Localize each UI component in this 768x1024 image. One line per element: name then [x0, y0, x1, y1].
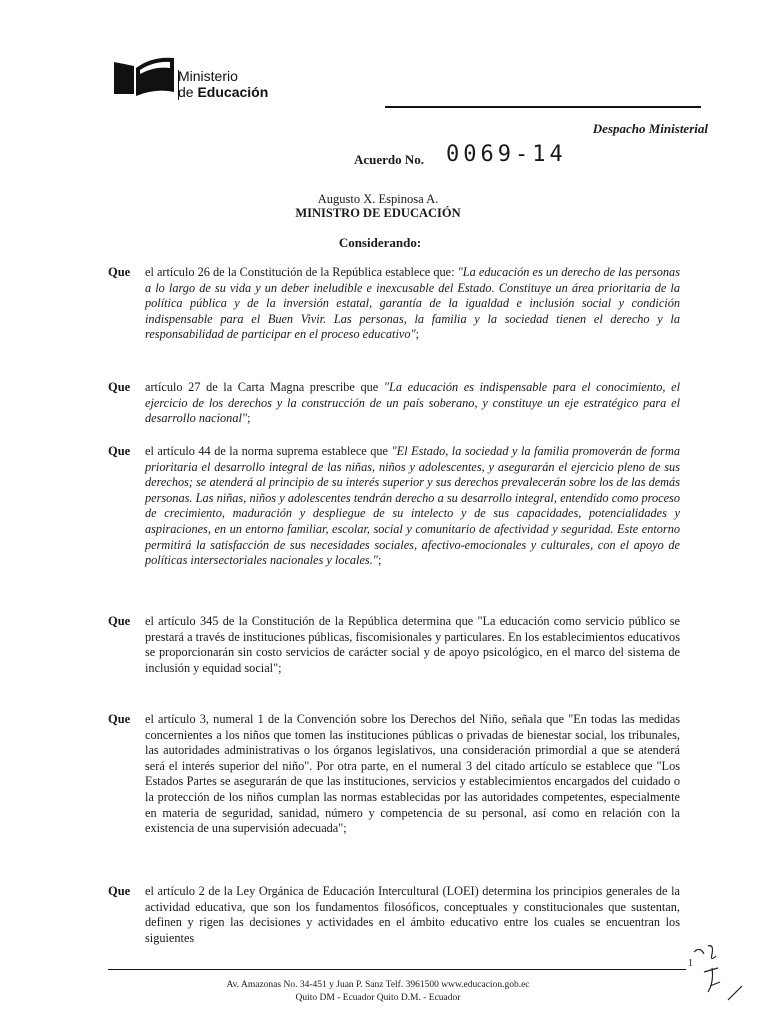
clause-keyword: Que — [108, 265, 131, 279]
clause-quote: "El Estado, la sociedad y la familia promoverán de forma prioritaria el desarrollo integral de las niñas, niños y adolescentes, y asegurarán el ejercicio pleno de sus derechos; se atenderá al principio de su interés superior y sus derechos prevalecerán sobre los de las demás personas. Las niñas, niños y adolescentes tendrán derecho a su desarrollo integral, entendido como proceso de crecimiento, maduración y despliegue de su intelecto y de sus capacidades, potencialidades y aspiraciones, en un entorno familiar, escolar, social y comunitario de afectividad y seguridad. Este entorno permitirá la satisfacción de sus necesidades sociales, afectivo-emocionales y culturales, con el apoyo de políticas intersectoriales nacionales y locales." — [145, 444, 681, 568]
minister-title: MINISTRO DE EDUCACIÓN — [295, 206, 461, 220]
clause-keyword: Que — [108, 884, 131, 898]
section-title: Considerando: — [338, 235, 422, 250]
logo-line-educacion — [178, 84, 268, 100]
clause-lead: el artículo 3, numeral 1 de la Convención sobre los Derechos del Niño, señala que "En todas las medidas concernientes a los niños que tomen las instituciones públicas o privadas de bienestar social, los tribunales, las autoridades administrativas o los órganos legislativos, una consideración primordial a que se atenderá será el interés superior del niño". Por otra parte, en el numeral 3 del citado artículo se establece que "Los Estados Partes se asegurarán de que las instituciones, servicios y establecimientos encargados del cuidado o la protección de los niños cumplan las normas establecidas por las autoridades competentes, especialmente en materia de seguridad, sanidad, número y competencia de su personal, así como en relación con la existencia de una supervisión adecuada"; — [145, 712, 680, 836]
clause-quote: "La educación es un derecho de las personas a lo largo de su vida y un deber ineludible e inexcusable del Estado. Constituye un área prioritaria de la política pública y de la inversión estatal, garantía de la igualdad e inclusión social y condición indispensable para el Buen Vivir. Las personas, la familia y la sociedad tienen el derecho y la responsabilidad de participar en el proceso educativo" — [145, 265, 680, 342]
clause-body — [145, 265, 680, 343]
agreement-number: 0069-14 — [446, 142, 567, 167]
clause-body — [145, 614, 680, 676]
clause-keyword: Que — [108, 614, 131, 628]
clause-body — [145, 444, 680, 569]
book-logo-icon — [112, 54, 176, 98]
page-number: 1 — [688, 958, 693, 969]
clause-lead: el artículo 26 de la Constitución de la República establece que: — [145, 265, 458, 279]
clause-body — [145, 712, 680, 837]
clause-1 — [108, 265, 680, 343]
clause-keyword: Que — [108, 444, 131, 458]
clause-lead: el artículo 345 de la Constitución de la República determina que "La educación como servicio público se prestará a través de instituciones públicas, fiscomisionales y particulares. En los establecimientos educativos se proporcionarán sin costo servicios de carácter social y de apoyo psicológico, en el marco del sistema de inclusión y equidad social"; — [145, 614, 680, 675]
footer-city: Quito DM - Ecuador Quito D.M. - Ecuador — [295, 993, 461, 1003]
clause-2 — [108, 380, 680, 427]
clause-3 — [108, 444, 680, 569]
clause-keyword: Que — [108, 712, 131, 726]
logo-prefix: de — [178, 84, 198, 100]
logo-bold: Educación — [197, 84, 269, 100]
footer-address: Av. Amazonas No. 34-451 y Juan P. Sanz Telf. 3961500 www.educacion.gob.ec — [226, 980, 530, 990]
footer-rule — [108, 969, 686, 970]
clause-lead: artículo 27 de la Carta Magna prescribe que — [145, 380, 384, 394]
agreement-label: Acuerdo No. — [354, 152, 425, 167]
clause-keyword: Que — [108, 380, 131, 394]
clause-6 — [108, 884, 680, 946]
clause-lead: el artículo 44 de la norma suprema establece que — [145, 444, 392, 458]
logo-line-ministerio: Ministerio — [178, 68, 238, 84]
minister-name: Augusto X. Espinosa A. — [317, 192, 439, 206]
clause-quote: "La educación es indispensable para el conocimiento, el ejercicio de los derechos y la construcción de un país soberano, y constituye un eje estratégico para el desarrollo nacional" — [145, 380, 680, 426]
ministry-logo — [112, 52, 292, 104]
clause-body — [145, 884, 680, 946]
clause-tail: ; — [415, 327, 420, 342]
clause-lead: el artículo 2 de la Ley Orgánica de Educación Intercultural (LOEI) determina los principios generales de la actividad educativa, que son los fundamentos filosóficos, conceptuales y constitucionales que sustentan, definen y rigen las decisiones y actividades en el ámbito educativo entre los cuales se encuentran los siguientes — [145, 884, 680, 945]
clause-5 — [108, 712, 680, 837]
clause-tail: ; — [247, 411, 251, 426]
clause-4 — [108, 614, 680, 676]
clause-body — [145, 380, 680, 427]
header-rule — [385, 106, 701, 108]
office-name: Despacho Ministerial — [592, 121, 708, 136]
logo-text — [178, 68, 268, 100]
clause-tail: ; — [377, 553, 382, 568]
handwritten-initials — [690, 942, 750, 1008]
